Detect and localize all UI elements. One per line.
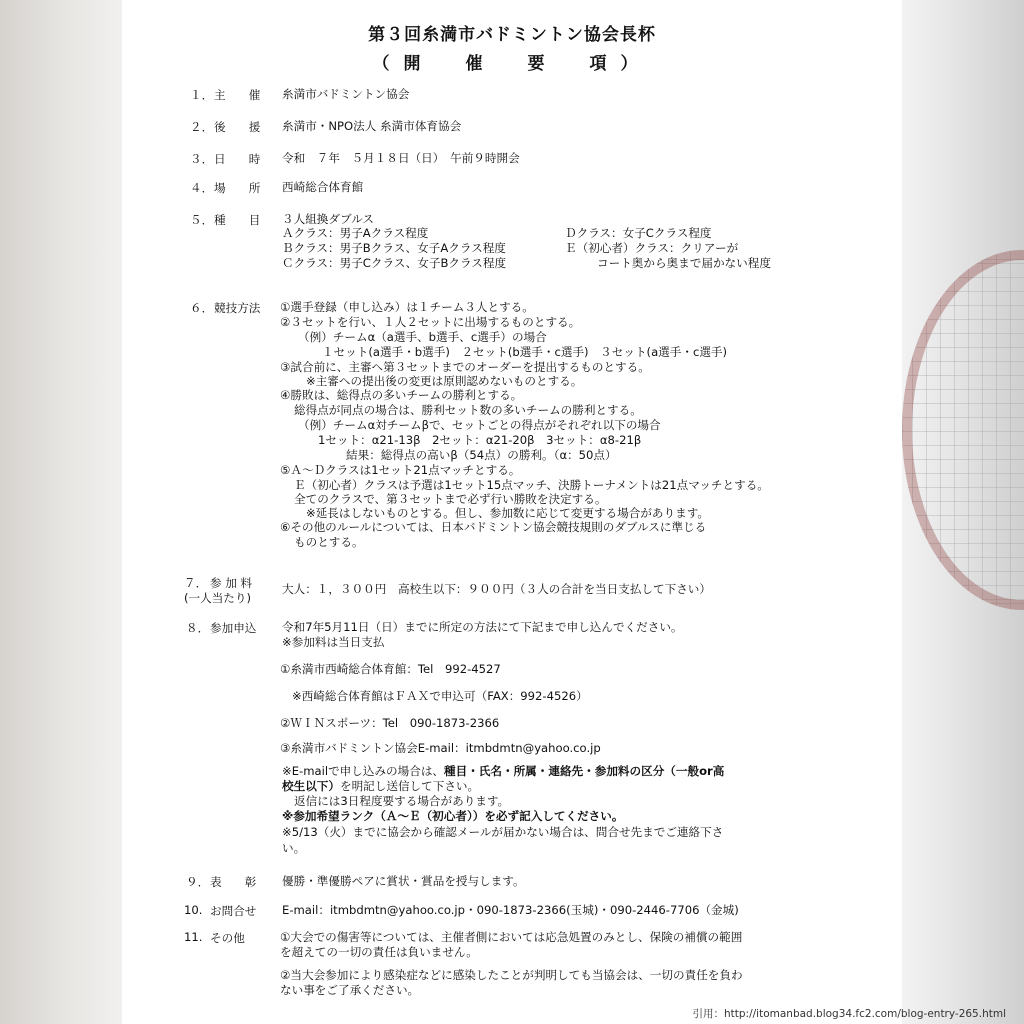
- rule-line: （例）チームα（a選手、b選手、c選手）の場合: [298, 330, 547, 344]
- section-3-number: ３．: [190, 152, 214, 166]
- section-3-heading: 日 時: [214, 152, 261, 166]
- email-note-bold-2: 校生以下）: [282, 779, 340, 793]
- rule-line: ③試合前に、主審へ第３セットまでのオーダーを提出するものとする。: [280, 360, 650, 374]
- apply-deadline: 令和7年5月11日（日）までに所定の方法にて下記まで申し込んでください。: [282, 620, 683, 634]
- rule-line: （例）チームα対チームβで、セットごとの得点がそれぞれ以下の場合: [298, 418, 661, 432]
- rule-line: Ｅ（初心者）クラスは予選は1セット15点マッチ、決勝トーナメントは21点マッチとする。: [294, 478, 769, 492]
- contact-text: E-mail：itmbdmtn@yahoo.co.jp・090-1873-2366(玉城)・090-2446-7706（金城): [282, 903, 739, 917]
- rule-line: 総得点が同点の場合は、勝利セット数の多いチームの勝利とする。: [294, 403, 642, 417]
- section-5-number: ５．: [190, 213, 214, 227]
- section-3-text: 令和 ７年 ５月１８日（日） 午前９時開会: [282, 151, 520, 165]
- apply-venue-tel: ①糸満市西崎総合体育館：Tel 992-4527: [280, 662, 501, 676]
- rule-line: 結果：総得点の高いβ（54点）の勝利。（α：50点）: [346, 448, 617, 462]
- class-e-note: コート奥から奥まで届かない程度: [597, 256, 771, 270]
- section-1-heading: 主 催: [214, 88, 261, 102]
- class-a: Ａクラス：男子Aクラス程度: [282, 226, 429, 240]
- section-11-heading: その他: [210, 931, 245, 945]
- rule-line: ④勝敗は、総得点の多いチームの勝利とする。: [280, 388, 523, 402]
- award-text: 優勝・準優勝ペアに賞状・賞品を授与します。: [282, 874, 525, 888]
- rank-note: ※参加希望ランク（Ａ～Ｅ（初心者））を必ず記入してください。: [282, 809, 624, 823]
- section-9-heading: 表 彰: [210, 875, 257, 889]
- source-credit: 引用：http://itomanbad.blog34.fc2.com/blog-entry-265.html: [692, 1008, 1006, 1020]
- other-line: ない事をご了承ください。: [280, 983, 420, 997]
- document-title: 第３回糸満市バドミントン協会長杯: [368, 25, 656, 45]
- rule-line: 全てのクラスで、第３セットまで必ず行い勝敗を決定する。: [294, 492, 607, 506]
- email-note-line1: [282, 764, 724, 778]
- class-b: Ｂクラス：男子Bクラス、女子Aクラス程度: [282, 241, 506, 255]
- section-6-number: ６．: [190, 301, 214, 315]
- apply-fee-note: ※参加料は当日支払: [282, 635, 385, 649]
- section-7-heading: 参 加 料: [210, 576, 253, 590]
- section-2-text: 糸満市・NPO法人 糸満市体育協会: [282, 119, 462, 133]
- rule-line: ものとする。: [294, 535, 364, 549]
- confirm-note-cont: い。: [282, 841, 306, 855]
- section-7-subheading: (一人当たり): [184, 591, 252, 605]
- background-left-photo: [0, 0, 122, 1024]
- apply-win-sports: ②ＷＩＮスポーツ：Tel 090-1873-2366: [280, 716, 500, 730]
- rule-line: 1セット：α21-13β 2セット：α21-20β 3セット：α8-21β: [318, 433, 642, 447]
- section-8-number: ８．: [186, 621, 210, 635]
- rule-line: ※延長はしないものとする。但し、参加数に応じて変更する場合があります。: [306, 506, 709, 520]
- confirm-note: ※5/13（火）までに協会から確認メールが届かない場合は、問合せ先までご連絡下さ: [282, 825, 724, 839]
- rule-line: ②３セットを行い、１人２セットに出場するものとする。: [280, 315, 581, 329]
- rule-line: ※主審への提出後の変更は原則認めないものとする。: [306, 374, 583, 388]
- email-note-lead: ※E-mailで申し込みの場合は、: [282, 764, 445, 778]
- class-e: Ｅ（初心者）クラス：クリアーが: [565, 241, 739, 255]
- class-d: Ｄクラス：女子Cクラス程度: [565, 226, 712, 240]
- event-type: ３人組換ダブルス: [282, 212, 374, 226]
- document-page: [122, 0, 902, 1024]
- section-2-number: ２．: [190, 120, 214, 134]
- other-line: ②当大会参加により感染症などに感染したことが判明しても当協会は、一切の責任を負わ: [280, 968, 743, 982]
- reply-note: 返信には3日程度要する場合があります。: [294, 794, 510, 808]
- section-2-heading: 後 援: [214, 120, 261, 134]
- other-line: を超えての一切の責任は負いません。: [280, 945, 478, 959]
- section-9-number: ９．: [186, 875, 210, 889]
- apply-fax-note: ※西崎総合体育館はＦＡＸで申込可（FAX：992-4526）: [292, 689, 588, 703]
- email-note-bold: 種目・氏名・所属・連絡先・参加料の区分（一般or高: [444, 764, 725, 778]
- section-8-heading: 参加申込: [210, 621, 257, 635]
- rule-line: ①選手登録（申し込み）は１チーム３人とする。: [280, 300, 534, 314]
- section-10-heading: お問合せ: [210, 904, 257, 918]
- email-note-tail: を明記し送信して下さい。: [339, 779, 480, 793]
- apply-email: ③糸満市バドミントン協会E-mail：itmbdmtn@yahoo.co.jp: [280, 741, 601, 755]
- rule-line: ⑤Ａ～Ｄクラスは1セット21点マッチとする。: [280, 463, 521, 477]
- section-7-number: ７．: [184, 576, 208, 590]
- other-line: ①大会での傷害等については、主催者側においては応急処置のみとし、保険の補償の範囲: [280, 930, 743, 944]
- document-subtitle: （開 催 要 項）: [372, 54, 652, 74]
- section-6-heading: 競技方法: [214, 301, 261, 315]
- section-1-number: １．: [190, 88, 214, 102]
- section-5-heading: 種 目: [214, 213, 261, 227]
- class-c: Ｃクラス：男子Cクラス、女子Bクラス程度: [282, 256, 507, 270]
- email-note-line2: [282, 779, 479, 793]
- section-4-heading: 場 所: [214, 181, 261, 195]
- section-4-number: ４．: [190, 181, 214, 195]
- rule-line: １セット(a選手・b選手) ２セット(b選手・c選手) ３セット(a選手・c選手): [322, 345, 728, 359]
- section-1-text: 糸満市バドミントン協会: [282, 87, 410, 101]
- section-4-text: 西崎総合体育館: [282, 180, 364, 194]
- section-11-number: 11.: [184, 930, 203, 944]
- section-10-number: 10.: [184, 903, 203, 917]
- rule-line: ⑥その他のルールについては、日本バドミントン協会競技規則のダブルスに準じる: [280, 520, 707, 534]
- fee-text: 大人：１，３００円 高校生以下：９００円（３人の合計を当日支払して下さい）: [282, 582, 711, 596]
